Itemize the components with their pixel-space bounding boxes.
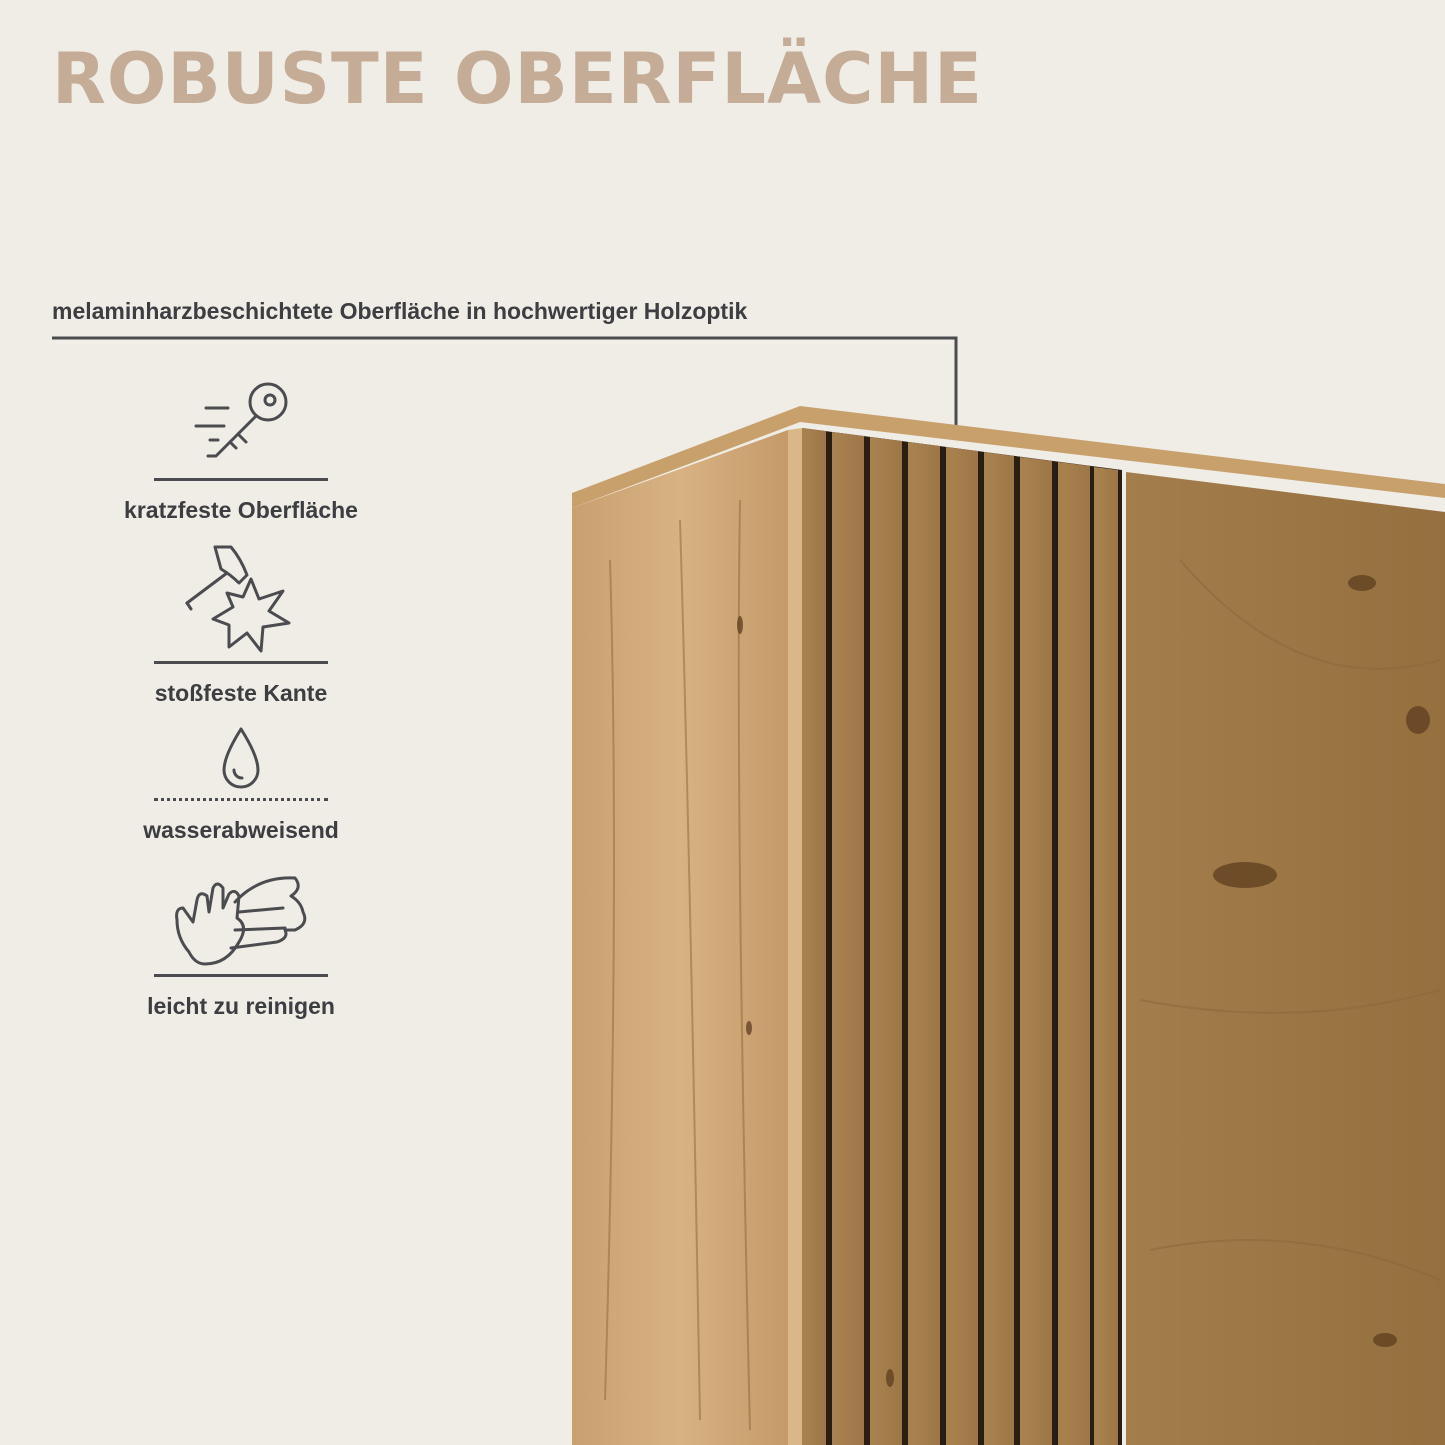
page-title: ROBUSTE OBERFLÄCHE [52,38,983,120]
hand-cloth-icon [169,872,313,968]
feature-label: wasserabweisend [143,817,339,843]
feature-divider [154,798,328,801]
feature-water-repellent [90,726,392,844]
feature-scratch-resistant [90,378,392,524]
hammer-impact-icon [181,545,301,653]
feature-label: kratzfeste Oberfläche [124,497,358,523]
key-scratch-icon [186,378,296,468]
water-drop-icon [216,726,266,792]
feature-divider [154,974,328,977]
feature-impact-resistant [90,545,392,707]
feature-label: leicht zu reinigen [147,993,335,1019]
feature-divider [154,661,328,664]
callout-text: melaminharzbeschichtete Oberfläche in hochwertiger Holzoptik [52,298,748,324]
feature-easy-clean [90,872,392,1020]
feature-divider [154,478,328,481]
feature-label: stoßfeste Kante [154,680,328,706]
